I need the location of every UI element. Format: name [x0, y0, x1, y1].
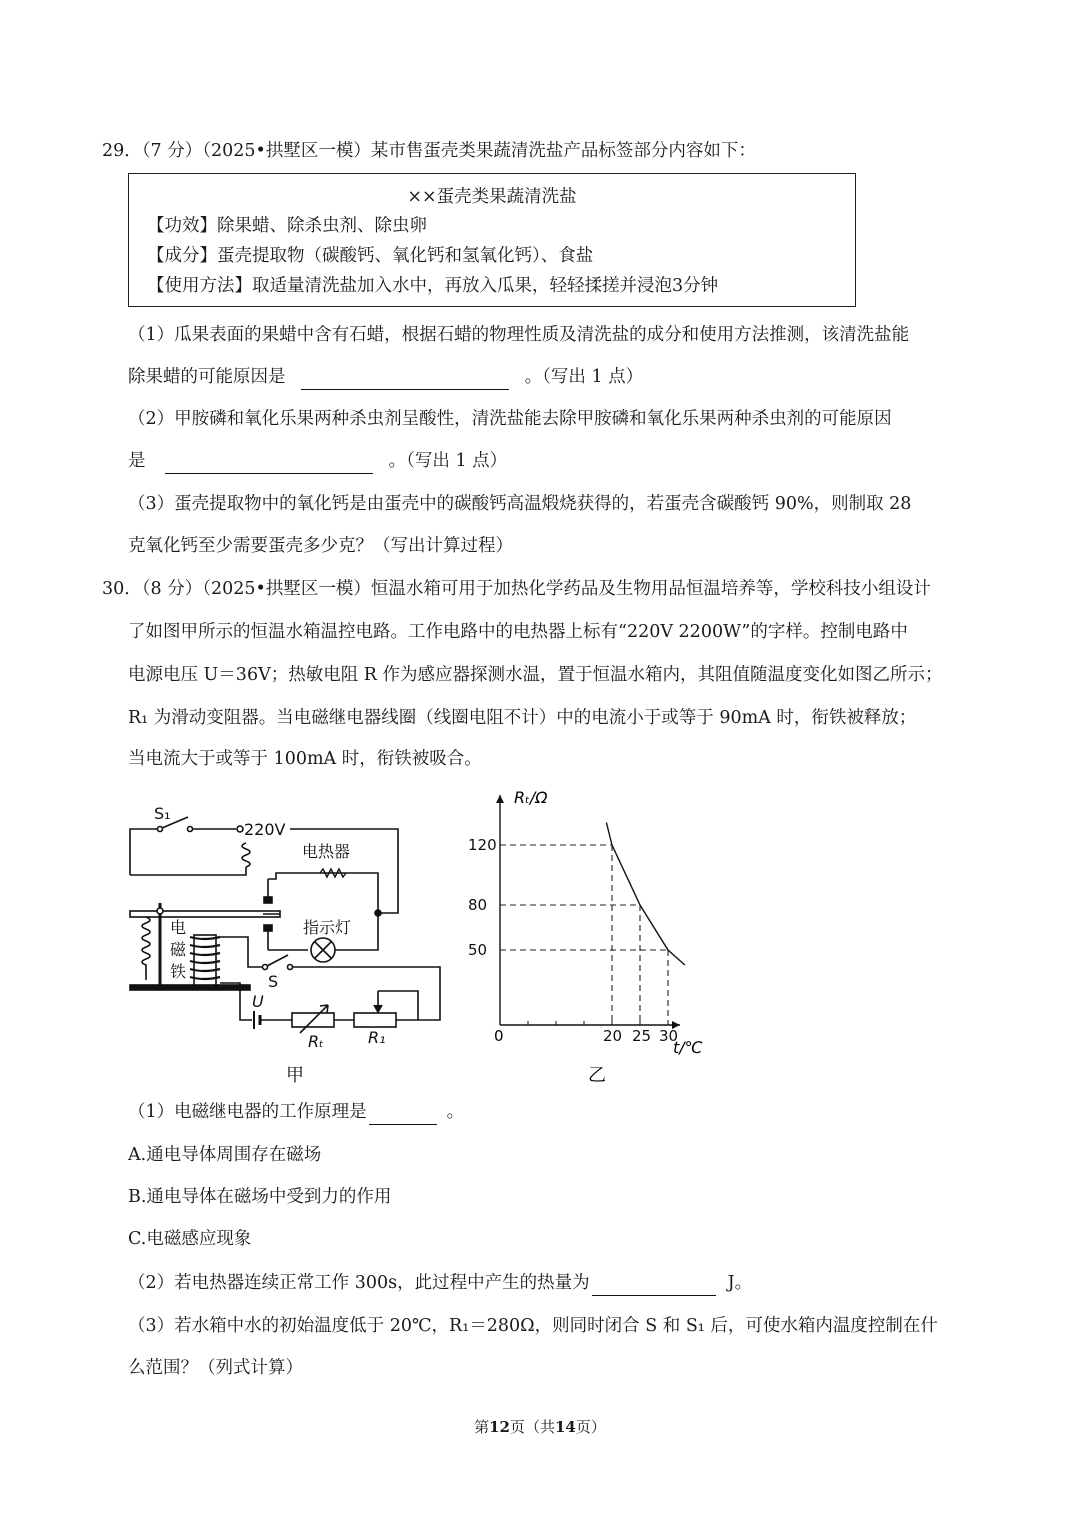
switch-s1-contact [188, 827, 193, 832]
wire-control-top [220, 937, 263, 967]
label-s1: S₁ [154, 804, 171, 823]
label-heater: 电热器 [302, 842, 351, 861]
origin-label: 0 [494, 1027, 504, 1045]
y-axis-label: Rₜ/Ω [514, 788, 548, 807]
answer-blank-30-1[interactable] [369, 1104, 437, 1125]
base-plate [130, 985, 250, 990]
q29-part2-line2 [128, 448, 507, 474]
spring-left [142, 917, 150, 980]
label-source-u: U [252, 992, 264, 1011]
q30-sub1 [128, 1099, 464, 1125]
q29-part1-text: 除果蜡的可能原因是 [128, 367, 286, 387]
armature-lever [130, 911, 280, 917]
label-magnet-1: 电 [170, 918, 187, 937]
y-tick-label-50: 50 [468, 941, 488, 959]
label-magnet-3: 铁 [170, 962, 187, 981]
q30-line5: 当电流大于或等于 100mA 时，衔铁被吸合。 [128, 749, 482, 769]
q30-sub3-line2: 么范围？（列式计算） [128, 1358, 303, 1378]
contact-lower [264, 925, 272, 931]
guide-lines [500, 845, 668, 1025]
page-number: 12 [489, 1418, 510, 1436]
q30-sub2-text: （2）若电热器连续正常工作 300s，此过程中产生的热量为 [128, 1273, 590, 1293]
figure-area [128, 785, 708, 1090]
x-tick-label-30: 30 [659, 1027, 679, 1045]
product-label-title: ××蛋壳类果蔬清洗盐 [407, 187, 577, 207]
q30-line2: 了如图甲所示的恒温水箱温控电路。工作电路中的电热器上标有“220V 2200W”的字样。控制电路中 [128, 622, 908, 642]
y-tick-label-80: 80 [468, 896, 488, 914]
q29-part2-suffix: 。（写出 1 点） [388, 451, 508, 471]
x-tick-label-20: 20 [603, 1027, 623, 1045]
y-tick-label-120: 120 [468, 836, 497, 854]
series-line-rt [606, 823, 684, 966]
label-r1: R₁ [368, 1028, 386, 1047]
q29-part3-line1: （3）蛋壳提取物中的氧化钙是由蛋壳中的碳酸钙高温煅烧获得的，若蛋壳含碳酸钙 90%，则制取 28 [128, 494, 912, 514]
footer-post: 页） [575, 1418, 606, 1436]
q30-sub3-line1: （3）若水箱中水的初始温度低于 20℃，R₁＝280Ω，则同时闭合 S 和 S₁ 后，可使水箱内温度控制在什 [128, 1316, 938, 1336]
footer-mid: 页（共 [509, 1418, 555, 1436]
q30-line3: 电源电压 U＝36V；热敏电阻 R 作为感应器探测水温，置于恒温水箱内，其阻值随温度变化如图乙所示； [128, 665, 943, 685]
product-label-usage: 【使用方法】取适量清洗盐加入水中，再放入瓜果，轻轻揉搓并浸泡3分钟 [147, 276, 719, 296]
label-220v: 220V [244, 820, 286, 839]
q29-part1-line1: （1）瓜果表面的果蜡中含有石蜡，根据石蜡的物理性质及清洗盐的成分和使用方法推测，该清洗盐能 [128, 325, 910, 345]
switch-s-contact [288, 965, 293, 970]
page-total: 14 [555, 1418, 576, 1436]
junction-dot [375, 910, 381, 916]
answer-blank-29-2[interactable] [165, 453, 373, 474]
q29-part3-line2: 克氧化钙至少需要蛋壳多少克？（写出计算过程） [128, 536, 513, 556]
q30-sub2 [128, 1270, 752, 1296]
lever-pivot [157, 908, 163, 914]
x-axis-label: t/℃ [673, 1038, 703, 1057]
q30-line1: 30．（8 分）（2025•拱墅区一模）恒温水箱可用于加热化学药品及生物用品恒温培养等，学校科技小组设计 [102, 579, 931, 599]
spring-top [242, 843, 250, 867]
wire-to-coil [130, 867, 246, 875]
product-label-function: 【功效】除果蜡、除杀虫剂、除虫卵 [147, 216, 427, 236]
terminal-220v [237, 826, 243, 832]
figure-svg [128, 785, 708, 1090]
option-b: B.通电导体在磁场中受到力的作用 [128, 1187, 392, 1207]
product-label-ingredients: 【成分】蛋壳提取物（碳酸钙、氧化钙和氢氧化钙）、食盐 [147, 246, 594, 266]
answer-blank-29-1[interactable] [301, 369, 509, 390]
wire-heater-branch [268, 873, 378, 913]
label-switch-s: S [268, 972, 279, 991]
q29-part1-suffix: 。（写出 1 点） [524, 367, 644, 387]
q30-sub1-end: 。 [446, 1102, 465, 1122]
switch-s-blade [267, 955, 288, 966]
contact-upper [264, 897, 272, 903]
rheostat-slider-head [374, 1005, 382, 1012]
page-footer [0, 1416, 1080, 1437]
label-magnet-2: 磁 [170, 940, 187, 959]
y-axis-arrow [496, 795, 504, 803]
rheostat-r1 [354, 1013, 396, 1027]
q30-sub1-text: （1）电磁继电器的工作原理是 [128, 1102, 367, 1122]
x-tick-label-25: 25 [632, 1027, 652, 1045]
option-a: A.通电导体周围存在磁场 [128, 1145, 322, 1165]
product-label [128, 173, 856, 307]
q29-part1-line2 [128, 364, 643, 390]
q30-sub2-unit: J。 [727, 1273, 753, 1293]
q29-part2-line1: （2）甲胺磷和氧化乐果两种杀虫剂呈酸性，清洗盐能去除甲胺磷和氧化乐果两种杀虫剂的可能原因 [128, 409, 892, 429]
caption-jia: 甲 [286, 1065, 304, 1086]
resistance-temperature-graph [468, 788, 703, 1086]
footer-pre: 第 [474, 1418, 490, 1436]
wire-left-top [130, 829, 158, 875]
label-lamp: 指示灯 [303, 918, 352, 937]
q30-line4: R₁ 为滑动变阻器。当电磁继电器线圈（线圈电阻不计）中的电流小于或等于 90mA 时，衔铁被释放； [128, 708, 917, 728]
q29-part2-text: 是 [128, 451, 146, 471]
caption-yi: 乙 [588, 1065, 606, 1086]
q29-header: 29．（7 分）（2025•拱墅区一模）某市售蛋壳类果蔬清洗盐产品标签部分内容如下： [102, 141, 756, 161]
answer-blank-30-2[interactable] [592, 1275, 716, 1296]
label-rt: Rₜ [308, 1032, 324, 1051]
option-c: C.电磁感应现象 [128, 1229, 252, 1249]
